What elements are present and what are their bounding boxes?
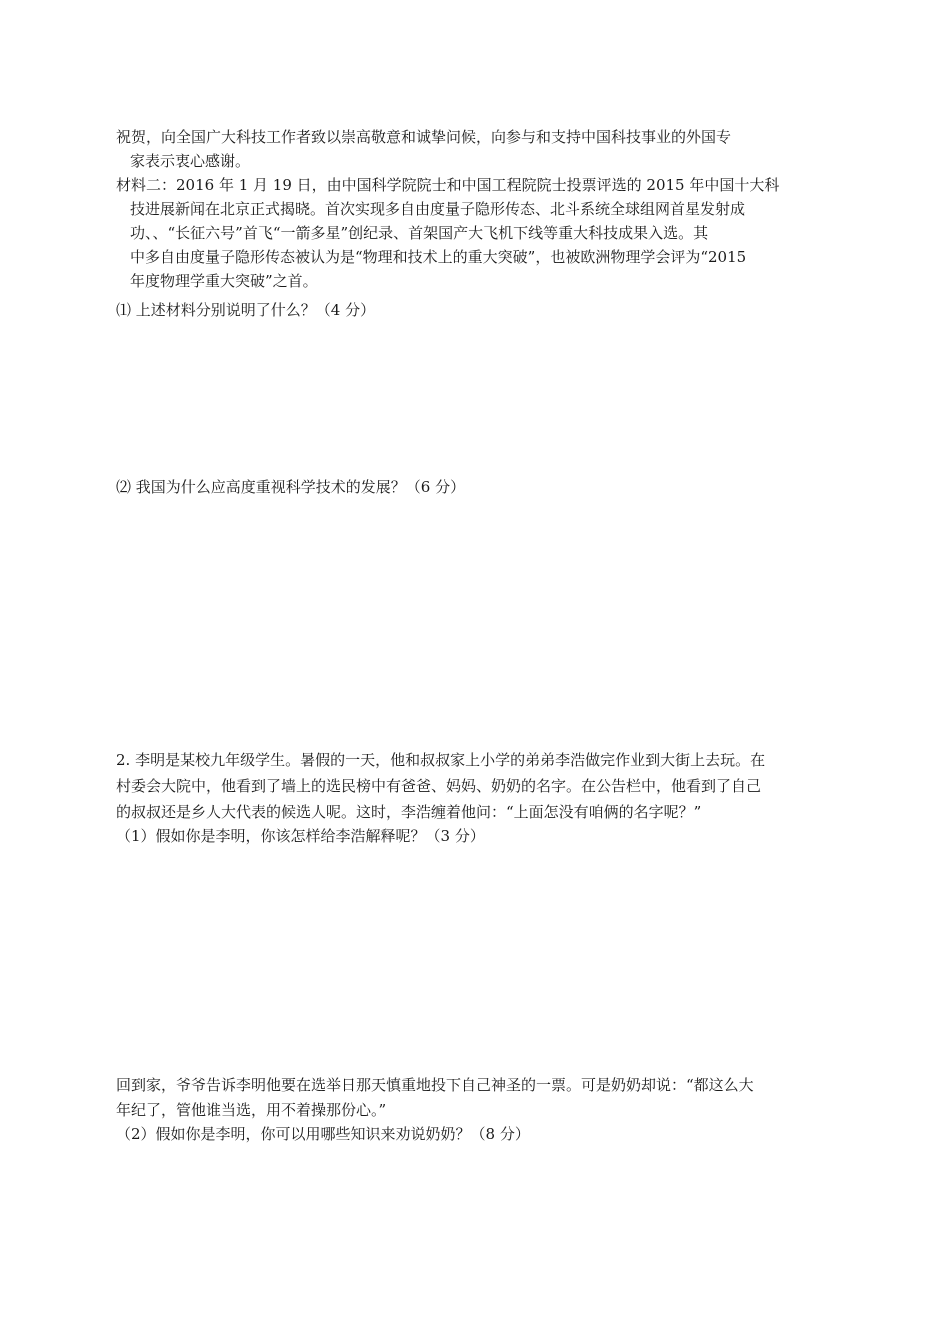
question-2-intro-line-2: 村委会大院中，他看到了墙上的选民榜中有爸爸、妈妈、奶奶的名字。在公告栏中，他看到了自己	[116, 777, 762, 795]
question-2-story-line-2: 年纪了，管他谁当选，用不着操那份心。”	[116, 1101, 387, 1119]
question-2-intro-line-3: 的叔叔还是乡人大代表的候选人呢。这时，李浩缠着他问：“上面怎没有咱俩的名字呢？”	[116, 803, 702, 821]
material-two-line-5: 年度物理学重大突破”之首。	[130, 272, 318, 290]
question-2-1: （1）假如你是李明，你该怎样给李浩解释呢？（3 分）	[116, 827, 485, 845]
question-1-1: ⑴ 上述材料分别说明了什么？（4 分）	[116, 301, 376, 319]
question-2-2: （2）假如你是李明，你可以用哪些知识来劝说奶奶？（8 分）	[116, 1125, 530, 1143]
question-2-story-line-1: 回到家，爷爷告诉李明他要在选举日那天慎重地投下自己神圣的一票。可是奶奶却说：“都这么大	[116, 1076, 754, 1094]
question-2-intro-line-1: 2. 李明是某校九年级学生。暑假的一天，他和叔叔家上小学的弟弟李浩做完作业到大街上去玩。在	[116, 751, 766, 769]
material-one-line-1: 祝贺，向全国广大科技工作者致以崇高敬意和诚挚问候，向参与和支持中国科技事业的外国专	[116, 128, 732, 146]
material-two-line-4: 中多自由度量子隐形传态被认为是“物理和技术上的重大突破”，也被欧洲物理学会评为“2015	[130, 248, 747, 266]
material-two-line-2: 技进展新闻在北京正式揭晓。首次实现多自由度量子隐形传态、北斗系统全球组网首星发射成	[130, 200, 746, 218]
material-two-line-1: 材料二：2016 年 1 月 19 日，由中国科学院院士和中国工程院院士投票评选的 2015 年中国十大科	[116, 176, 780, 194]
material-one-line-2: 家表示衷心感谢。	[130, 152, 251, 170]
material-two-line-3: 功、、“长征六号”首飞“一箭多星”创纪录、首架国产大飞机下线等重大科技成果入选。其	[130, 224, 709, 242]
question-1-2: ⑵ 我国为什么应高度重视科学技术的发展？（6 分）	[116, 478, 466, 496]
